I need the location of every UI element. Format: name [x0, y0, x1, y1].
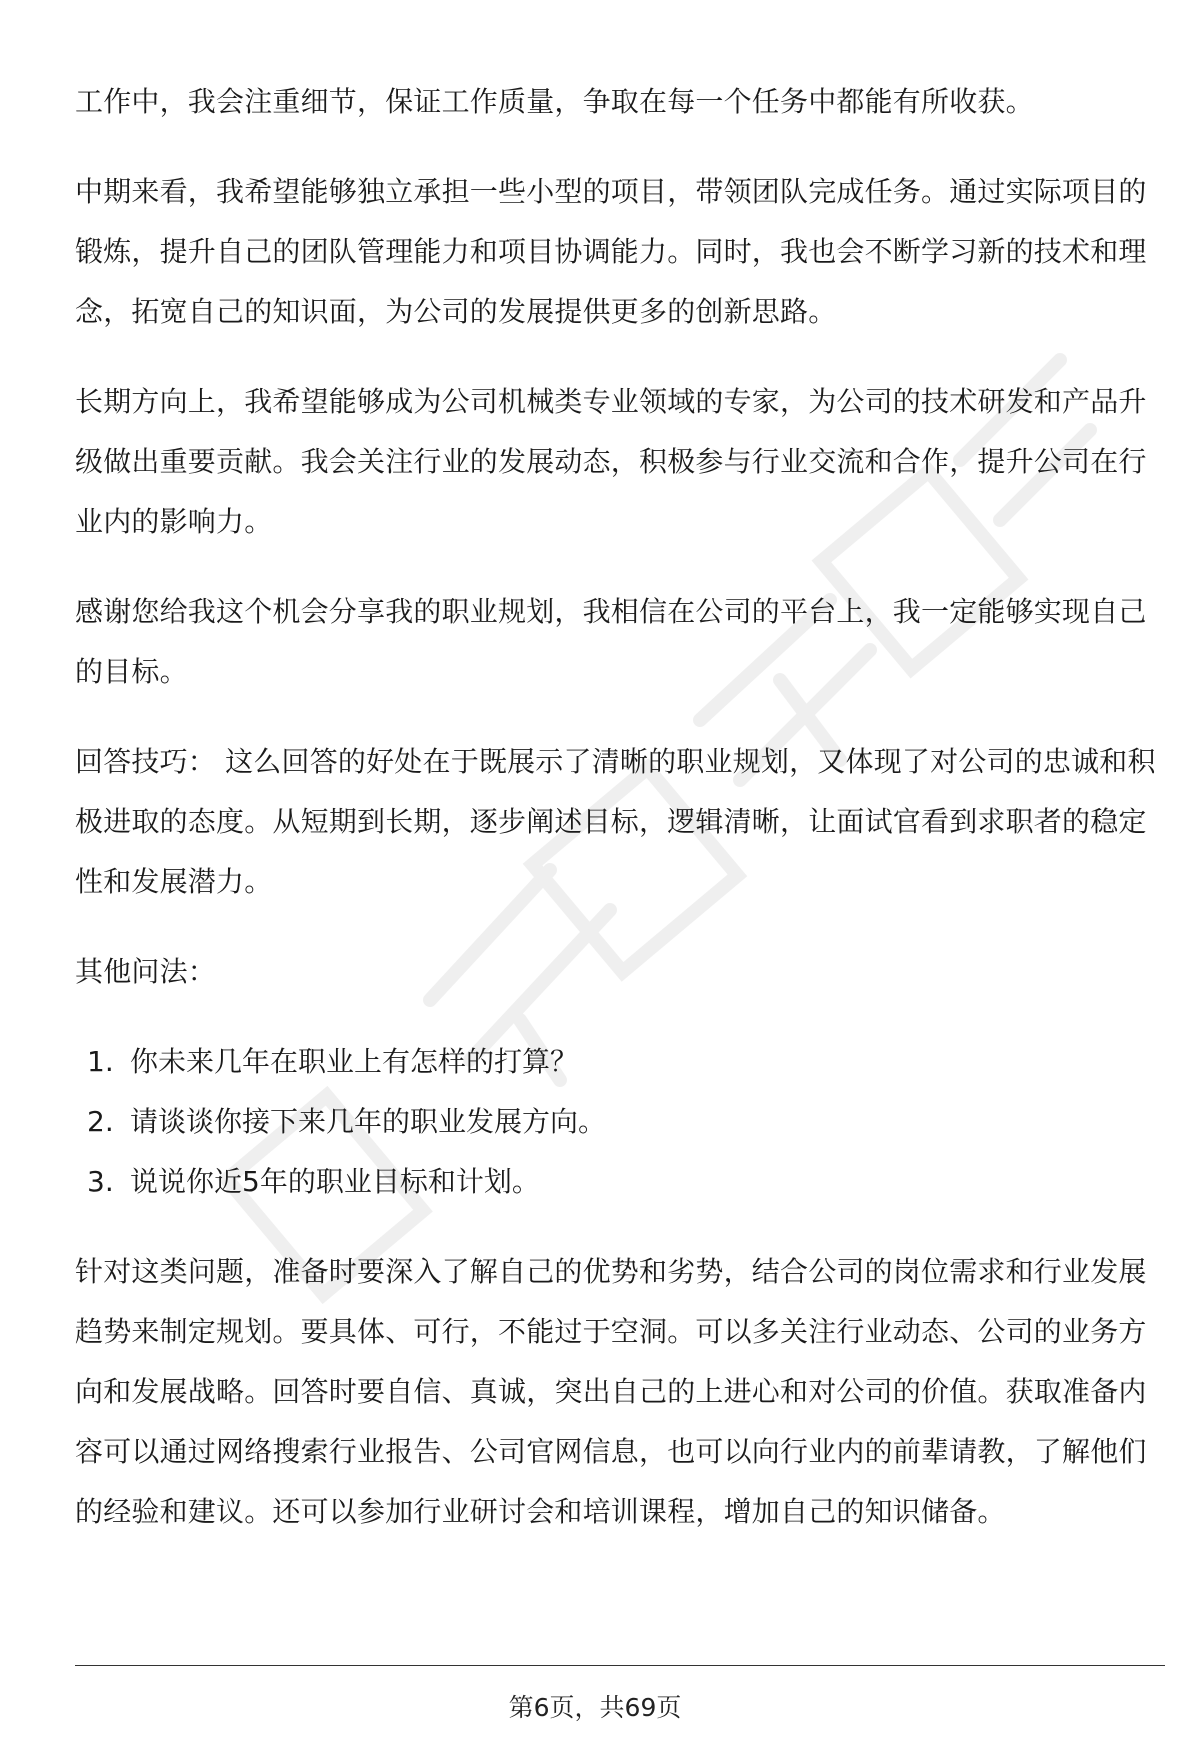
- list-item-text: 说说你近5年的职业目标和计划。: [130, 1165, 540, 1198]
- list-item: [75, 1032, 1165, 1092]
- paragraph-other-questions-heading: 其他问法：: [75, 955, 217, 988]
- paragraph-mid-term: 中期来看，我希望能够独立承担一些小型的项目，带领团队完成任务。通过实际项目的锻炼，提升自己的团队管理能力和项目协调能力。同时，我也会不断学习新的技术和理念，拓宽自己的知识面，为公司的发展提供更多的创新思路。: [75, 175, 1147, 328]
- list-item-number: 3.: [87, 1165, 114, 1198]
- paragraph-answer-tips: 回答技巧： 这么回答的好处在于既展示了清晰的职业规划，又体现了对公司的忠诚和积极进取的态度。从短期到长期，逐步阐述目标，逻辑清晰，让面试官看到求职者的稳定性和发展潜力。: [75, 745, 1156, 898]
- list-item: [75, 1092, 1165, 1152]
- document-body: [75, 72, 1165, 1572]
- list-item-number: 2.: [87, 1105, 114, 1138]
- paragraph-long-term: 长期方向上，我希望能够成为公司机械类专业领域的专家，为公司的技术研发和产品升级做出重要贡献。我会关注行业的发展动态，积极参与行业交流和合作，提升公司在行业内的影响力。: [75, 385, 1147, 538]
- paragraph-short-term: 工作中，我会注重细节，保证工作质量，争取在每一个任务中都能有所收获。: [75, 85, 1034, 118]
- list-item-text: 请谈谈你接下来几年的职业发展方向。: [130, 1105, 607, 1138]
- list-item-number: 1.: [87, 1045, 114, 1078]
- paragraph-preparation-advice: 针对这类问题，准备时要深入了解自己的优势和劣势，结合公司的岗位需求和行业发展趋势来制定规划。要具体、可行，不能过于空洞。可以多关注行业动态、公司的业务方向和发展战略。回答时要自信、真诚，突出自己的上进心和对公司的价值。获取准备内容可以通过网络搜索行业报告、公司官网信息，也可以向行业内的前辈请教，了解他们的经验和建议。还可以参加行业研讨会和培训课程，增加自己的知识储备。: [75, 1255, 1147, 1528]
- other-questions-list: [75, 1032, 1165, 1212]
- list-item-text: 你未来几年在职业上有怎样的打算？: [130, 1045, 579, 1078]
- page-number: 第6页，共69页: [508, 1693, 682, 1722]
- paragraph-thanks: 感谢您给我这个机会分享我的职业规划，我相信在公司的平台上，我一定能够实现自己的目标。: [75, 595, 1147, 688]
- footer-divider: [75, 1665, 1165, 1666]
- list-item: [75, 1152, 1165, 1212]
